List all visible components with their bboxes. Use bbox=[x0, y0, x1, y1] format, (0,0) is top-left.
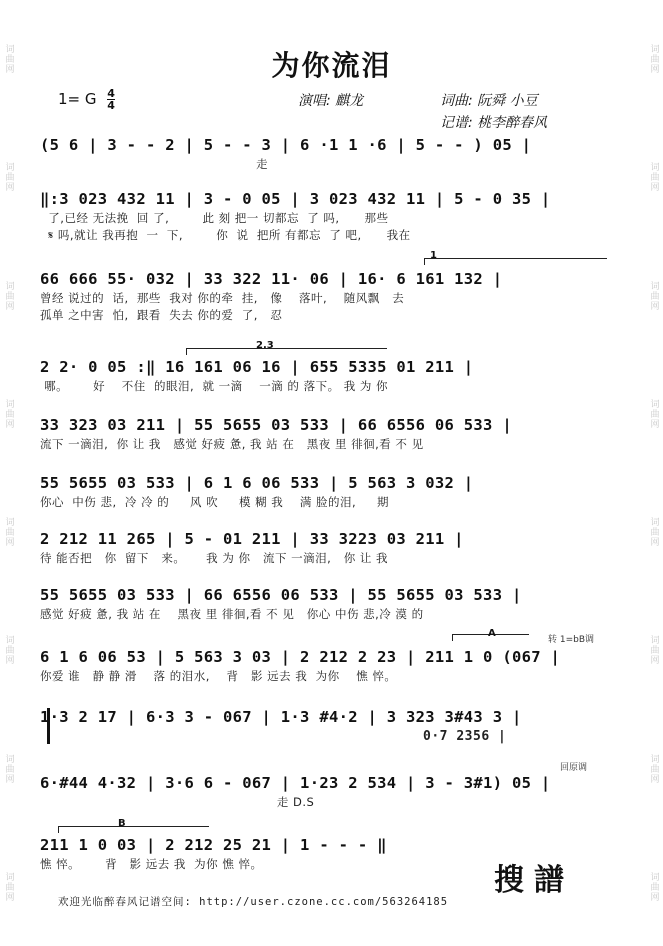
volta-bracket-1 bbox=[424, 258, 607, 265]
score-system bbox=[40, 356, 620, 395]
volta-1-label: 1 bbox=[430, 250, 437, 261]
key-signature bbox=[58, 88, 115, 111]
notation-line: 55 5655 03 533 | 66 6556 06 533 | 55 5655 03 533 | bbox=[40, 586, 522, 604]
watermark-text: 词曲网 bbox=[648, 871, 659, 902]
score-system bbox=[40, 528, 620, 567]
score-system bbox=[40, 188, 620, 244]
return-key-note: 回原调 bbox=[560, 763, 588, 773]
score-system bbox=[40, 134, 620, 173]
watermark-text: 词曲网 bbox=[648, 517, 659, 548]
watermark-text: 词曲网 bbox=[648, 280, 659, 311]
notation-line: 6·#44 4·32 | 3·6 6 - 067 | 1·23 2 534 | 3 - 3#1) 05 | bbox=[40, 774, 551, 792]
watermark-text: 词曲网 bbox=[3, 753, 14, 784]
lyric-line: 流下 一滴泪, 你 让 我 感觉 好疲 惫, 我 站 在 黑夜 里 徘徊,看 不 见 bbox=[40, 437, 424, 451]
time-signature-bottom: 4 bbox=[107, 99, 115, 112]
lyric-line: 你心 中伤 悲, 冷 冷 的 风 吹 模 糊 我 满 脸的泪, 期 bbox=[40, 495, 389, 509]
score-system bbox=[40, 414, 620, 453]
notation-line: 6 1 6 06 53 | 5 563 3 03 | 2 212 2 23 | 211 1 0 (067 | bbox=[40, 648, 561, 666]
lyricist-credit: 词曲: 阮舜 小豆 bbox=[440, 93, 538, 109]
score-system bbox=[40, 268, 620, 324]
volta-bracket-2 bbox=[186, 348, 387, 355]
score-system bbox=[40, 772, 620, 811]
right-watermark-column bbox=[647, 0, 661, 946]
left-watermark-column bbox=[2, 0, 16, 946]
notation-line: 66 666 55· 032 | 33 322 11· 06 | 16· 6 161 132 | bbox=[40, 270, 503, 288]
time-signature-top: 4 bbox=[107, 87, 115, 100]
notation-line: 211 1 0 03 | 2 212 25 21 | 1 - - - ‖ bbox=[40, 836, 387, 854]
watermark-text: 词曲网 bbox=[648, 162, 659, 193]
notation-line: 33 323 03 211 | 55 5655 03 533 | 66 6556 06 533 | bbox=[40, 416, 512, 434]
watermark-text: 词曲网 bbox=[648, 44, 659, 75]
lyric-line: 感觉 好疲 惫, 我 站 在 黑夜 里 徘徊,看 不 见 你心 中伤 悲,冷 漠 的 bbox=[40, 607, 424, 621]
score-system bbox=[40, 646, 620, 685]
lyric-line: 你爱 谁 静 静 滑 落 的泪水, 背 影 远去 我 为你 憔 悴。 bbox=[40, 669, 397, 683]
score-system bbox=[40, 472, 620, 511]
notation-line: ‖:3 023 432 11 | 3 - 0 05 | 3 023 432 11 | 5 - 0 35 | bbox=[40, 190, 551, 208]
watermark-text: 词曲网 bbox=[648, 635, 659, 666]
lyric-line: 0·7 2356 | bbox=[40, 729, 507, 744]
lyric-line: 曾经 说过的 话, 那些 我对 你的牵 挂, 像 落叶, 随风飘 去 bbox=[40, 291, 405, 305]
watermark-text: 词曲网 bbox=[3, 871, 14, 902]
score-system bbox=[40, 584, 620, 623]
lyric-line: 走 bbox=[40, 157, 269, 171]
watermark-text: 词曲网 bbox=[3, 280, 14, 311]
section-a-mark: A bbox=[488, 628, 496, 639]
lyric-line: 走 D.S bbox=[40, 795, 315, 809]
lyric-line: 憔 悴。 背 影 远去 我 为你 憔 悴。 bbox=[40, 857, 263, 871]
footer-url-text: 欢迎光临醉春风记谱空间: http://user.czone.cc.com/563264185 bbox=[58, 896, 449, 908]
watermark-text: 词曲网 bbox=[3, 162, 14, 193]
watermark-text: 词曲网 bbox=[3, 398, 14, 429]
section-b-bracket bbox=[58, 826, 209, 833]
notation-line: (5 6 | 3 - - 2 | 5 - - 3 | 6 ·1 1 ·6 | 5 - - ) 05 | bbox=[40, 136, 532, 154]
notation-line: 55 5655 03 533 | 6 1 6 06 533 | 5 563 3 032 | bbox=[40, 474, 474, 492]
lyric-line: 𝄋 吗,就让 我再抱 一 下, 你 说 把所 有都忘 了 吧, 我在 bbox=[40, 228, 411, 242]
notation-line: 1·3 2 17 | 6·3 3 - 067 | 1·3 #4·2 | 3 323 3#43 3 | bbox=[40, 708, 522, 726]
lyric-line: 待 能否把 你 留下 来。 我 为 你 流下 一滴泪, 你 让 我 bbox=[40, 551, 389, 565]
score-system bbox=[40, 706, 620, 745]
lyric-line: 了,已经 无法挽 回 了, 此 刻 把一 切都忘 了 吗, 那些 bbox=[40, 211, 389, 225]
transcriber-credit: 记谱: 桃李醉春风 bbox=[440, 115, 548, 131]
song-title: 为你流泪 bbox=[271, 49, 392, 82]
notation-line: 2 212 11 265 | 5 - 01 211 | 33 3223 03 211 | bbox=[40, 530, 464, 548]
watermark-text: 词曲网 bbox=[648, 398, 659, 429]
section-b-mark: B bbox=[118, 818, 126, 829]
key-label: 1= G bbox=[58, 90, 97, 108]
watermark-text: 词曲网 bbox=[648, 753, 659, 784]
singer-credit: 演唱: 麒龙 bbox=[298, 93, 364, 109]
lyric-line: 孤单 之中害 怕, 跟看 失去 你的爱 了, 忍 bbox=[40, 308, 283, 322]
lyric-line: 哪。 好 不住 的眼泪, 就 一滴 一滴 的 落下。 我 为 你 bbox=[40, 379, 389, 393]
sopu-logo: 搜譜 bbox=[494, 863, 574, 898]
watermark-text: 词曲网 bbox=[3, 635, 14, 666]
time-signature bbox=[107, 88, 115, 111]
watermark-text: 词曲网 bbox=[3, 517, 14, 548]
notation-line: 2 2· 0 05 :‖ 16 161 06 16 | 655 5335 01 211 | bbox=[40, 358, 474, 376]
watermark-text: 词曲网 bbox=[3, 44, 14, 75]
key-change-note: 转 1=bB调 bbox=[548, 635, 595, 645]
volta-2-label: 2.3 bbox=[256, 340, 274, 351]
